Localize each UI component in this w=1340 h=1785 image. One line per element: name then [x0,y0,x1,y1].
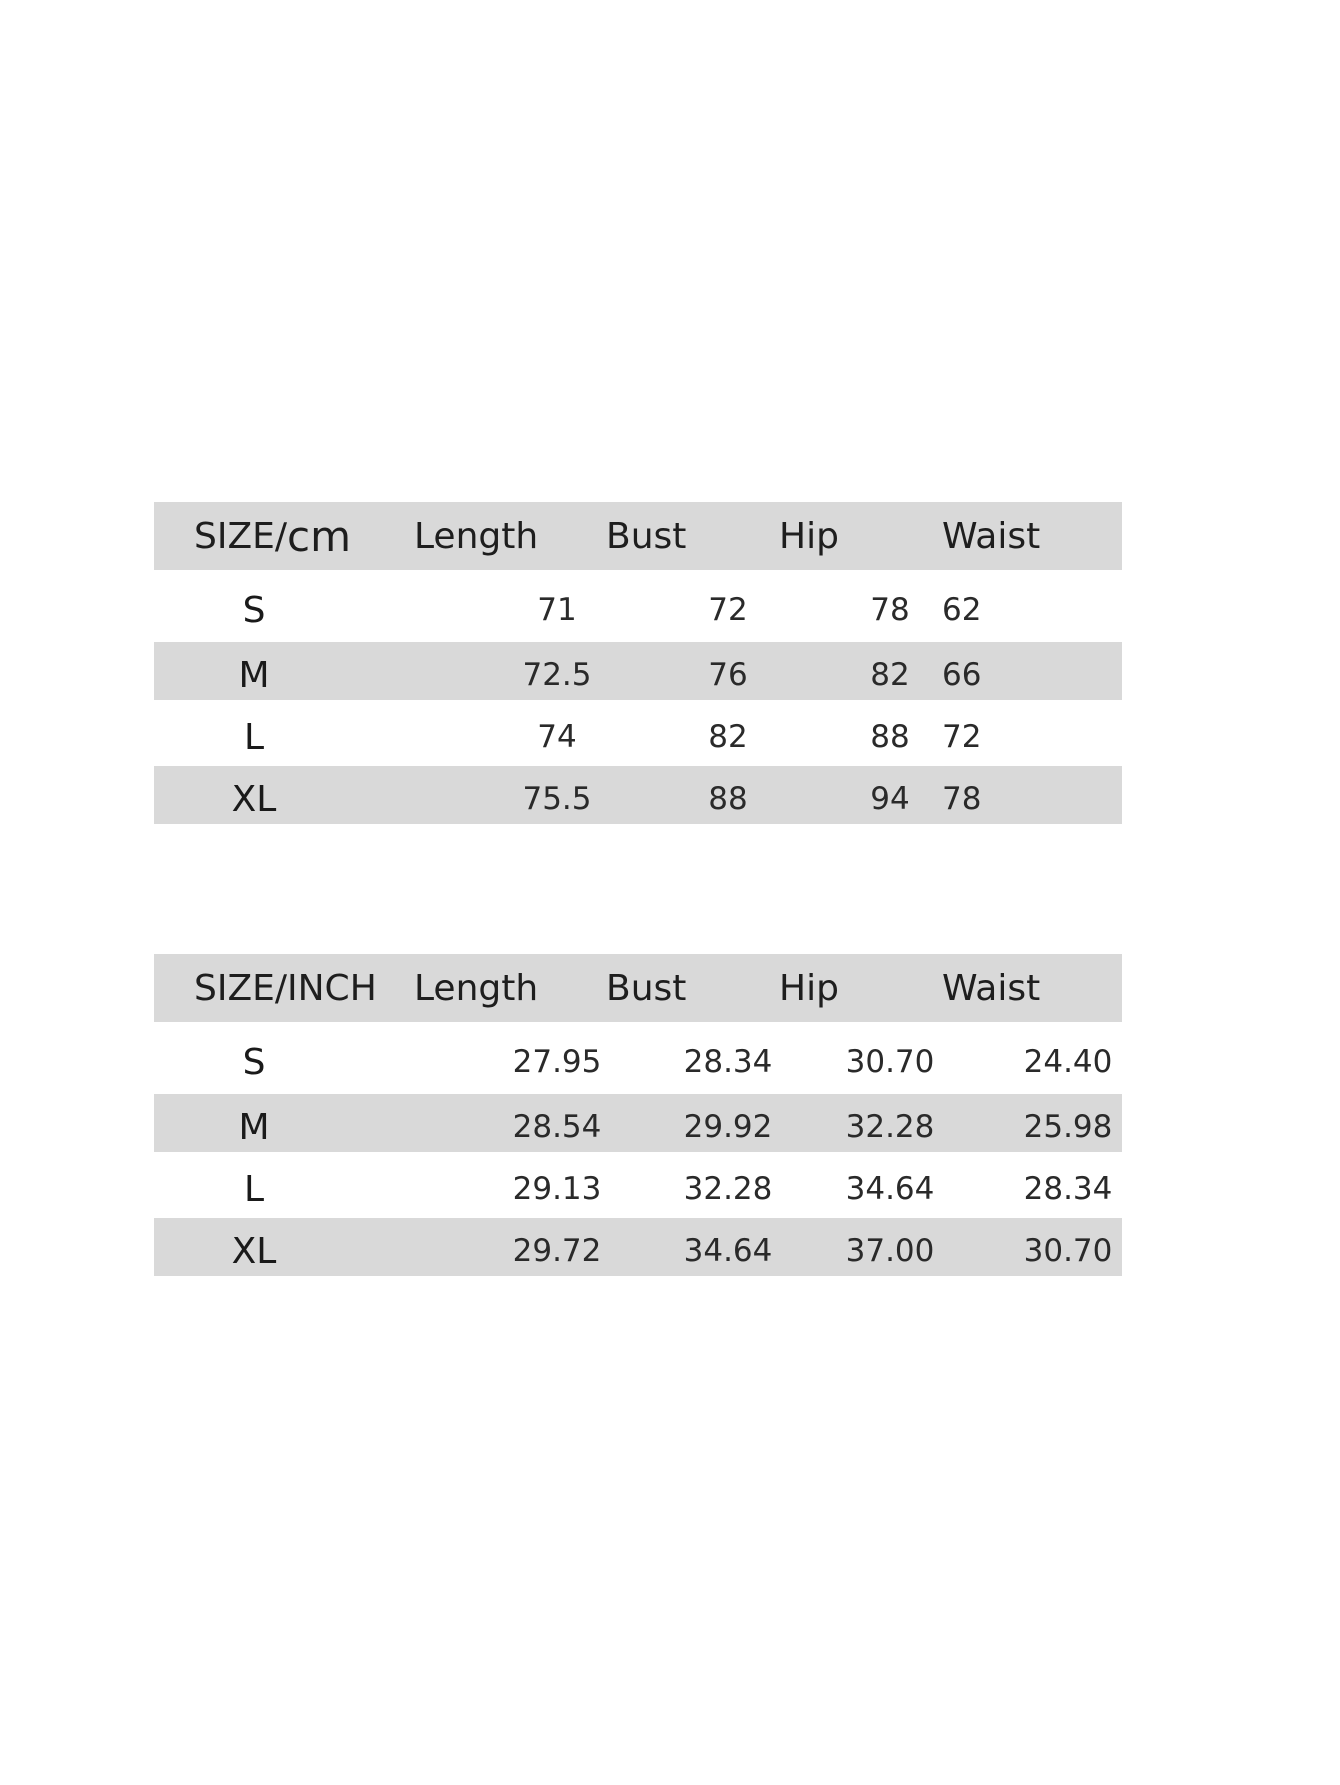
header-bust: Bust [606,967,687,1009]
header-size: SIZE/INCH [194,967,377,1009]
table-row [154,766,1122,824]
length-cell: 27.95 [512,1044,602,1080]
size-cell: XL [231,778,277,820]
size-cell: L [243,1168,265,1210]
bust-cell: 76 [708,657,748,693]
bust-cell: 32.28 [683,1171,773,1207]
waist-cell: 66 [942,657,982,693]
header-waist: Waist [942,967,1041,1009]
table-header [154,954,1122,1022]
waist-cell: 25.98 [1023,1109,1113,1145]
length-cell: 29.13 [512,1171,602,1207]
bust-cell: 82 [708,719,748,755]
length-cell: 28.54 [512,1109,602,1145]
table-header [154,502,1122,570]
size-cell: XL [231,1230,277,1272]
hip-cell: 78 [870,592,910,628]
header-waist: Waist [942,515,1041,557]
size-cell: M [238,1106,270,1148]
header-size-prefix: SIZE/ [194,515,288,557]
hip-cell: 82 [870,657,910,693]
length-cell: 71 [537,592,577,628]
length-cell: 29.72 [512,1233,602,1269]
table-row [154,570,1122,642]
length-cell: 74 [537,719,577,755]
header-bust: Bust [606,515,687,557]
header-size-unit: cm [287,511,352,561]
waist-cell: 78 [942,781,982,817]
bust-cell: 34.64 [683,1233,773,1269]
hip-cell: 32.28 [845,1109,935,1145]
table-row [154,700,1122,766]
table-row [154,1094,1122,1152]
header-hip: Hip [779,515,839,557]
hip-cell: 30.70 [845,1044,935,1080]
header-size [194,502,351,570]
bust-cell: 29.92 [683,1109,773,1145]
hip-cell: 34.64 [845,1171,935,1207]
size-chart-inch [154,954,1122,1276]
waist-cell: 72 [942,719,982,755]
length-cell: 75.5 [522,781,592,817]
hip-cell: 94 [870,781,910,817]
waist-cell: 28.34 [1023,1171,1113,1207]
hip-cell: 37.00 [845,1233,935,1269]
bust-cell: 72 [708,592,748,628]
bust-cell: 88 [708,781,748,817]
waist-cell: 30.70 [1023,1233,1113,1269]
bust-cell: 28.34 [683,1044,773,1080]
length-cell: 72.5 [522,657,592,693]
size-chart-cm [154,502,1122,824]
table-row [154,1152,1122,1218]
size-cell: L [243,716,265,758]
waist-cell: 62 [942,592,982,628]
header-length: Length [414,967,539,1009]
size-cell: S [242,1041,266,1083]
table-row [154,642,1122,700]
header-length: Length [414,515,539,557]
hip-cell: 88 [870,719,910,755]
table-row [154,1218,1122,1276]
waist-cell: 24.40 [1023,1044,1113,1080]
table-row [154,1022,1122,1094]
header-hip: Hip [779,967,839,1009]
size-cell: S [242,589,266,631]
size-cell: M [238,654,270,696]
